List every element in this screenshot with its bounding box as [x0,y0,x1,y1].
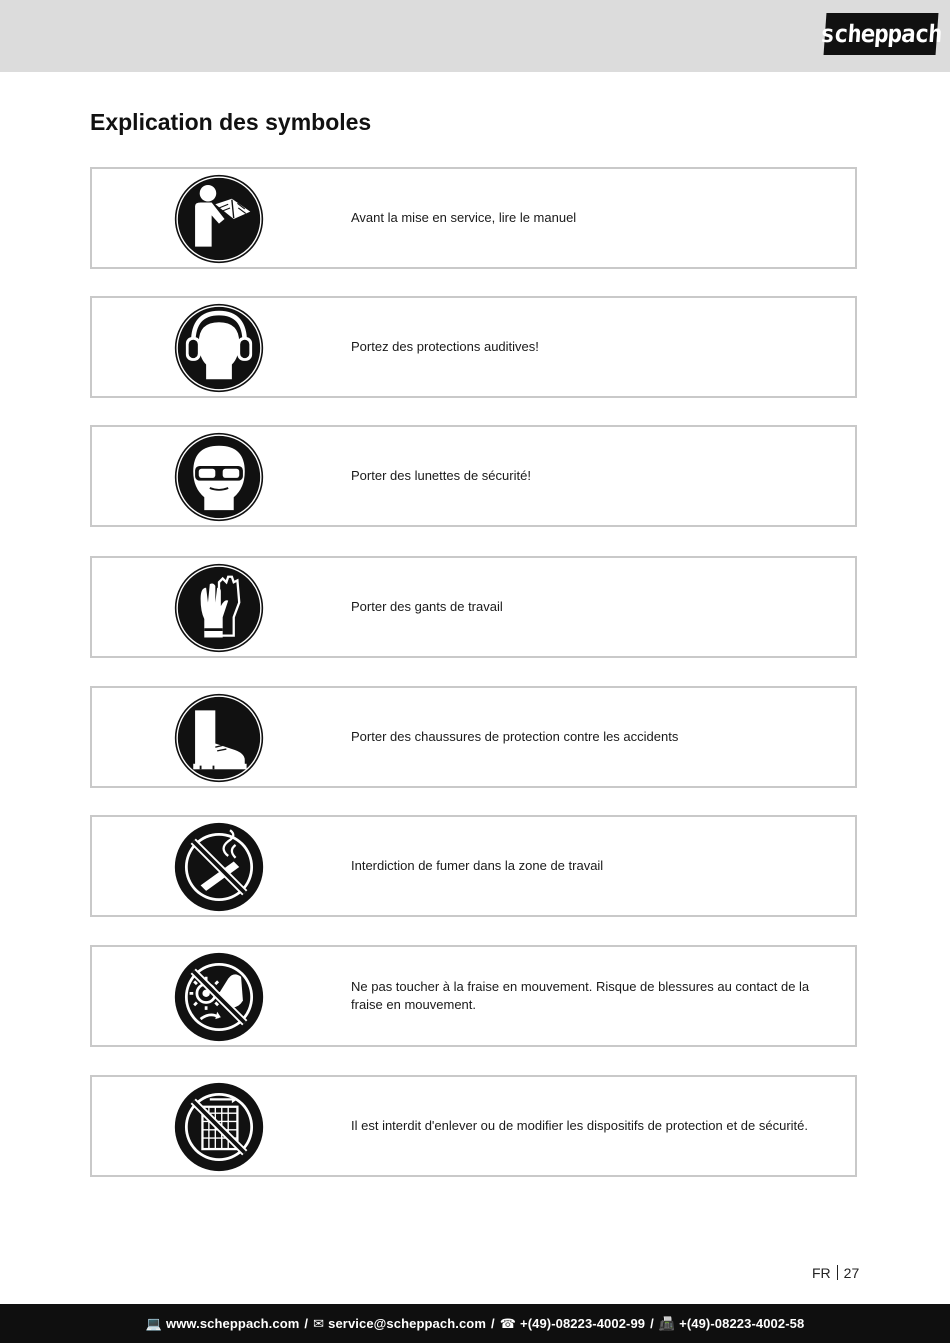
symbol-description: Porter des chaussures de protection contre les accidents [351,729,679,744]
page-number-divider [837,1265,838,1280]
safety-goggles-icon [173,431,265,523]
fax-number: +(49)-08223-4002-58 [679,1316,805,1331]
symbol-description: Portez des protections auditives! [351,339,539,354]
no-touch-rotating-cutter-icon [173,951,265,1043]
mail-icon: ✉ [313,1315,325,1331]
symbol-row [90,686,857,788]
symbol-row [90,425,857,527]
footer-separator: / [490,1316,495,1331]
symbol-description: Ne pas toucher à la fraise en mouvement. Risque de blessures au contact de la fraise en mouvement. [351,979,810,1012]
page-number [812,1265,859,1281]
symbol-description: Il est interdit d'enlever ou de modifier les dispositifs de protection et de sécurité. [351,1118,808,1133]
symbol-description: Porter des gants de travail [351,599,503,614]
symbol-row [90,815,857,917]
website-link[interactable]: www.scheppach.com [165,1316,300,1331]
header-bar [0,0,950,72]
page-title: Explication des symboles [90,109,372,135]
symbol-row [90,167,857,269]
phone-icon: ☎ [499,1315,516,1331]
email-link[interactable]: service@scheppach.com [328,1316,486,1331]
safety-boots-icon [173,692,265,784]
symbol-description: Avant la mise en service, lire le manuel [351,210,577,225]
symbol-row [90,296,857,398]
page-number-value: 27 [843,1265,860,1281]
phone-number: +(49)-08223-4002-99 [520,1316,646,1331]
no-smoking-icon [173,821,265,913]
symbol-description: Porter des lunettes de sécurité! [351,468,531,483]
read-manual-icon [173,173,265,265]
footer-separator: / [650,1316,654,1331]
footer-contact-bar [0,1304,950,1343]
symbol-row [90,1075,857,1177]
ear-protection-icon [173,302,265,394]
symbol-row [90,945,857,1047]
footer-separator: / [304,1316,309,1331]
work-gloves-icon [173,562,265,654]
computer-icon: 💻 [145,1315,162,1331]
page-language: FR [812,1265,831,1281]
no-removing-guards-icon [173,1081,265,1173]
scheppach-logo: scheppach [824,13,939,55]
symbol-description: Interdiction de fumer dans la zone de travail [351,858,604,873]
fax-icon: 📠 [658,1315,676,1331]
symbol-row [90,556,857,658]
